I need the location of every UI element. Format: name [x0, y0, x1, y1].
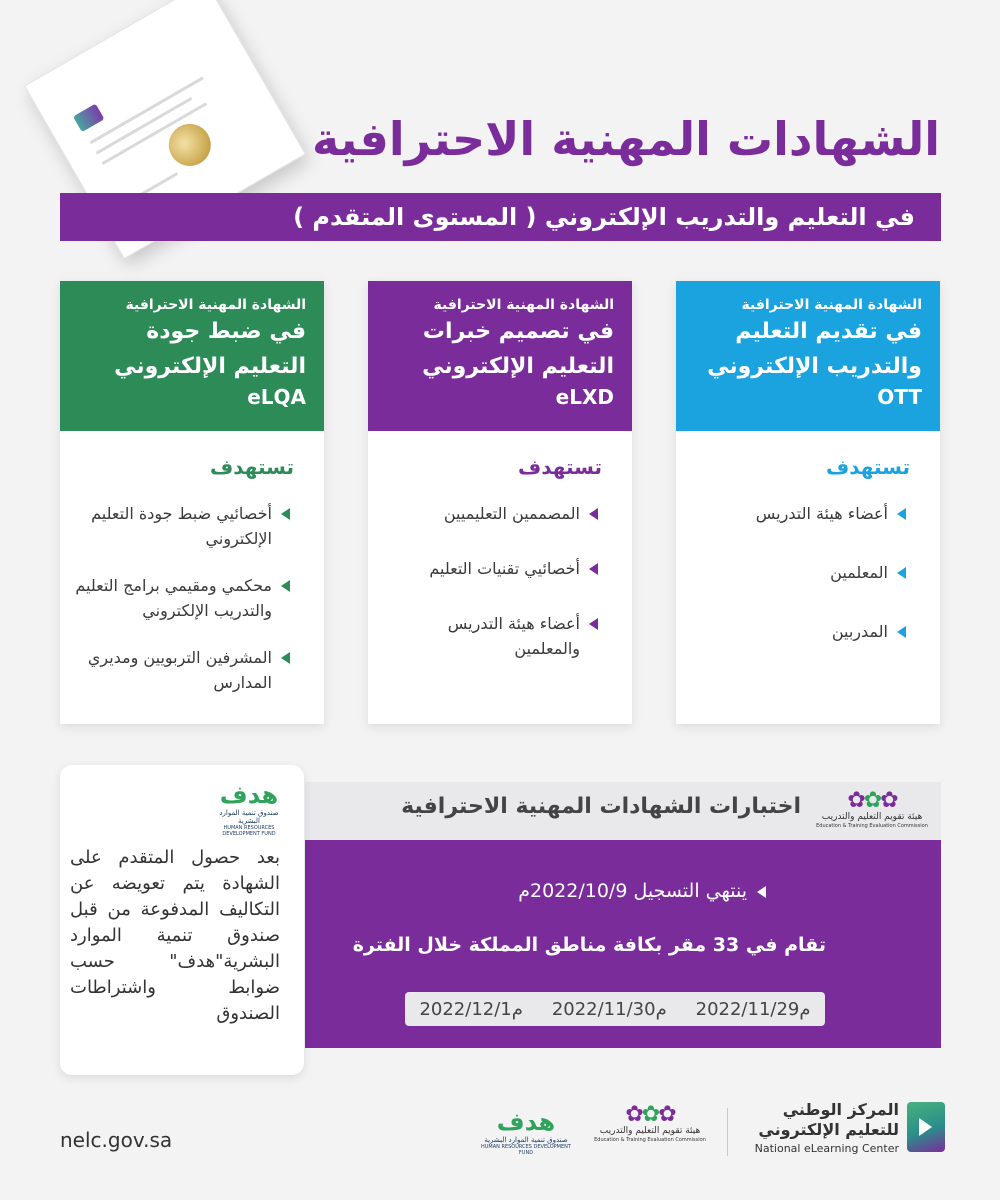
targets-label: تستهدف: [209, 455, 294, 479]
card-elqa: [60, 281, 324, 724]
exam-date: 2022/11/30م: [551, 998, 667, 1020]
exam-locations: تقام في 33 مقر بكافة مناطق المملكة خلال الفترة: [352, 934, 826, 956]
card-heading-small: الشهادة المهنية الاحترافية: [741, 297, 922, 313]
bullet-arrow-icon: [589, 618, 598, 630]
exam-dates: [405, 992, 825, 1026]
list-item: أخصائيي ضبط جودة التعليم الإلكتروني: [72, 501, 300, 551]
page-title: الشهادات المهنية الاحترافية: [312, 112, 940, 166]
card-heading-small: الشهادة المهنية الاحترافية: [125, 297, 306, 313]
card-ott: [676, 281, 940, 724]
list-item: محكمي ومقيمي برامج التعليم والتدريب الإلكتروني: [72, 573, 300, 623]
bullet-arrow-icon: [589, 563, 598, 575]
bullet-arrow-icon: [589, 508, 598, 520]
bullet-arrow-icon: [281, 652, 290, 664]
list-item: المشرفين التربويين ومديري المدارس: [72, 645, 300, 695]
footer-divider: [727, 1108, 728, 1156]
exam-date: 2022/11/29م: [695, 998, 811, 1020]
website-link[interactable]: nelc.gov.sa: [60, 1128, 173, 1152]
etec-logo: ✿✿✿ هيئة تقويم التعليم والتدريب Education & Training Evaluation Commission: [811, 790, 933, 834]
footer-nelc-logo: المركز الوطني للتعليم الإلكتروني National eLearning Center: [740, 1100, 945, 1160]
etec-flower-icon: ✿✿✿: [847, 788, 897, 813]
page-subtitle: في التعليم والتدريب الإلكتروني ( المستوى المتقدم ): [60, 193, 941, 241]
card-elxd: [368, 281, 632, 724]
bullet-arrow-icon: [897, 626, 906, 638]
exams-panel: [305, 840, 941, 1048]
bullet-arrow-icon: [897, 567, 906, 579]
nelc-mark-icon: [907, 1102, 945, 1152]
hadaf-note-card: [60, 765, 304, 1075]
list-item: أخصائيي تقنيات التعليم: [380, 556, 608, 581]
card-code: eLQA: [247, 385, 306, 409]
card-code: OTT: [877, 385, 922, 409]
card-heading-line2: التعليم الإلكتروني: [114, 354, 306, 379]
card-heading-line1: في ضبط جودة: [146, 319, 306, 344]
etec-flower-icon: ✿✿✿: [625, 1102, 675, 1127]
exams-title: اختبارات الشهادات المهنية الاحترافية: [401, 794, 801, 819]
list-item: أعضاء هيئة التدريس والمعلمين: [380, 611, 608, 661]
list-item: أعضاء هيئة التدريس: [688, 501, 916, 526]
card-heading-line1: في تصميم خبرات: [422, 319, 614, 344]
targets-label: تستهدف: [517, 455, 602, 479]
list-item: المعلمين: [688, 560, 916, 585]
card-code: eLXD: [555, 385, 614, 409]
hadaf-logo: هدف صندوق تنمية الموارد البشرية HUMAN RESOURCES DEVELOPMENT FUND: [219, 781, 279, 837]
card-heading-line2: والتدريب الإلكتروني: [707, 354, 922, 379]
card-heading-line1: في تقديم التعليم: [735, 319, 922, 344]
targets-label: تستهدف: [825, 455, 910, 479]
exam-date: 2022/12/1م: [419, 998, 523, 1020]
card-ott-header: [676, 281, 940, 431]
hadaf-note-text: بعد حصول المتقدم على الشهادة يتم تعويضه عن التكاليف المدفوعة من قبل صندوق تنمية الموارد البشرية"هدف" حسب ضوابط واشتراطات الصندوق: [70, 847, 280, 1024]
card-heading-small: الشهادة المهنية الاحترافية: [433, 297, 614, 313]
footer-hadaf-logo: هدف صندوق تنمية الموارد البشرية HUMAN RESOURCES DEVELOPMENT FUND: [481, 1108, 571, 1156]
exams-header: [305, 782, 941, 840]
card-elxd-header: [368, 281, 632, 431]
card-elqa-header: [60, 281, 324, 431]
bullet-arrow-icon: [281, 508, 290, 520]
card-heading-line2: التعليم الإلكتروني: [422, 354, 614, 379]
list-item: المدربين: [688, 619, 916, 644]
bullet-arrow-icon: [281, 580, 290, 592]
bullet-arrow-icon: [757, 886, 766, 898]
registration-deadline: ينتهي التسجيل 2022/10/9م: [518, 880, 766, 902]
bullet-arrow-icon: [897, 508, 906, 520]
list-item: المصممين التعليميين: [380, 501, 608, 526]
footer-etec-logo: ✿✿✿ هيئة تقويم التعليم والتدريب Education & Training Evaluation Commission: [590, 1104, 710, 1143]
